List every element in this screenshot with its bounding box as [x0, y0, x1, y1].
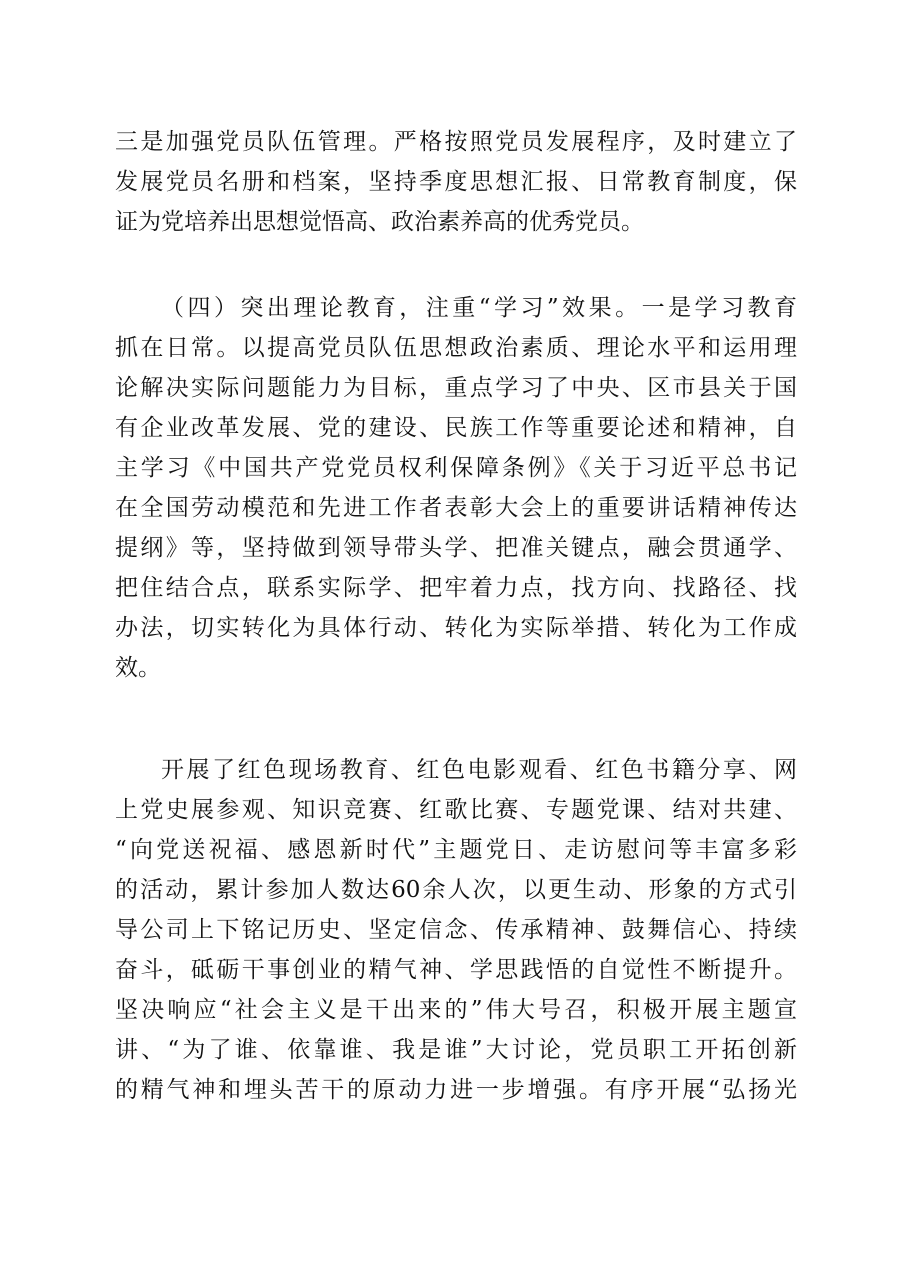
text-line: 上党史展参观、知识竞赛、红歌比赛、专题党课、结对共建、: [115, 797, 797, 823]
text-line: 开展了红色现场教育、红色电影观看、红色书籍分享、网: [161, 757, 797, 783]
text-line: 有企业改革发展、党的建设、民族工作等重要论述和精神，自: [115, 415, 797, 441]
text-line: 讲、“为了谁、依靠谁、我是谁”大讨论，党员职工开拓创新: [115, 1037, 797, 1063]
text-line: 把住结合点，联系实际学、把牢着力点，找方向、找路径、找: [115, 575, 797, 601]
paragraph-red-education: [115, 750, 797, 1110]
text-line: 效。: [115, 655, 161, 681]
text-line: 三是加强党员队伍管理。严格按照党员发展程序，及时建立了: [115, 129, 797, 155]
text-line: “向党送祝福、感恩新时代”主题党日、走访慰问等丰富多彩: [115, 837, 797, 863]
text-line: 论解决实际问题能力为目标，重点学习了中央、区市县关于国: [115, 375, 797, 401]
text-line: 发展党员名册和档案，坚持季度思想汇报、日常教育制度，保: [115, 169, 797, 195]
text-line: 抓在日常。以提高党员队伍思想政治素质、理论水平和运用理: [115, 335, 797, 361]
text-line: 办法，切实转化为具体行动、转化为实际举措、转化为工作成: [115, 615, 797, 641]
text-line: 在全国劳动模范和先进工作者表彰大会上的重要讲话精神传达: [115, 495, 797, 521]
text-line: 提纲》等，坚持做到领导带头学、把准关键点，融会贯通学、: [115, 535, 797, 561]
text-line: 证为党培养出思想觉悟高、政治素养高的优秀党员。: [115, 209, 644, 235]
text-line: 奋斗，砥砺干事创业的精气神、学思践悟的自觉性不断提升。: [115, 957, 797, 983]
text-line: 主学习《中国共产党党员权利保障条例》《关于习近平总书记: [115, 455, 797, 481]
paragraph-theory-education: [115, 288, 797, 688]
text-line: 导公司上下铭记历史、坚定信念、传承精神、鼓舞信心、持续: [115, 917, 797, 943]
text-line: 的精气神和埋头苦干的原动力进一步增强。有序开展“弘扬光: [115, 1077, 797, 1103]
text-line: 的活动，累计参加人数达60余人次，以更生动、形象的方式引: [115, 877, 797, 903]
paragraph-team-management: [115, 122, 797, 242]
text-line: 坚决响应“社会主义是干出来的”伟大号召，积极开展主题宣: [115, 997, 797, 1023]
text-line: （四）突出理论教育，注重“学习”效果。一是学习教育: [161, 295, 797, 321]
